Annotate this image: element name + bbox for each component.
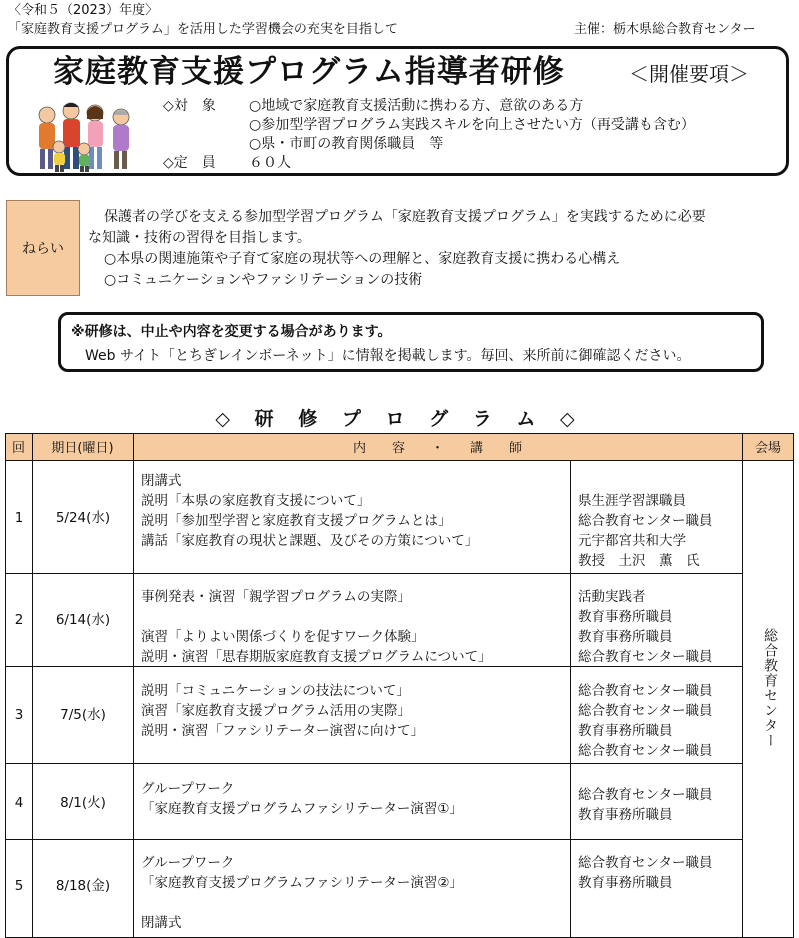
lecturer: 総合教育センター職員 [578,703,713,719]
content-line: 説明・演習「ファシリテーター演習に向けて」 [141,723,424,739]
aim-text: 保護者の学びを支える参加型学習プログラム「家庭教育支援プログラム」を実践するために必要 [104,209,706,225]
round-number: 3 [14,707,24,723]
content-line: 講話「家庭教育の現状と課題、及びその方策について」 [141,533,479,549]
aim-label: ねらい [6,200,80,296]
content-line: 演習「家庭教育支援プログラム活用の実際」 [141,703,411,719]
content-line: グループワーク [141,855,235,871]
table-header-rule [5,460,794,461]
lecturer: 教授 土沢 薫 氏 [578,553,700,569]
session-date: 6/14(水) [55,612,111,628]
capacity-value: ６０人 [249,155,291,171]
lecturer: 県生涯学習課職員 [578,493,686,509]
table-border [5,433,794,434]
page-title: 家庭教育支援プログラム指導者研修 [53,54,565,90]
grandfather-figure [39,107,55,169]
column-divider [742,433,743,938]
session-date: 7/5(水) [60,707,106,723]
session-date: 5/24(水) [55,510,111,526]
notice-text: Web サイト「とちぎレインボーネット」に情報を掲載します。毎回、来所前に御確認ください。 [85,348,691,364]
target-item: ○地域で家庭教育支援活動に携わる方、意欲のある方 [249,98,584,114]
column-divider [570,460,571,938]
lecturer: 総合教育センター職員 [578,683,713,699]
content-line: 閉講式 [141,473,182,489]
target-label: ◇対 象 [163,98,216,114]
lecturer: 教育事務所職員 [578,609,673,625]
lecturer: 教育事務所職員 [578,875,673,891]
round-number: 5 [14,878,24,894]
lecturer: 教育事務所職員 [578,723,673,739]
aim-text: な知識・技術の習得を目指します。 [88,230,311,246]
aim-point: ○本県の関連施策や子育て家庭の現状等への理解と、家庭教育支援に携わる心構え [104,251,621,267]
content-line: 「家庭教育支援プログラムファシリテーター演習②」 [141,875,463,891]
content-line: グループワーク [141,781,235,797]
fiscal-year: 〈令和５（2023）年度〉 [8,3,159,18]
row-divider [5,573,742,574]
child-figure [78,143,90,172]
content-line: 説明「本県の家庭教育支援について」 [141,493,371,509]
session-date: 8/1(火) [60,795,106,811]
content-line: 演習「よりよい関係づくりを促すワーク体験」 [141,629,425,645]
lecturer: 総合教育センター職員 [578,855,713,871]
content-line: 説明「コミュニケーションの技法について」 [141,683,410,699]
aim-point: ○コミュニケーションやファシリテーションの技術 [104,272,423,288]
notice-warning: ※研修は、中止や内容を変更する場合があります。 [71,324,392,340]
round-number: 2 [14,612,24,628]
lecturer: 総合教育センター職員 [578,513,713,529]
content-line: 説明「参加型学習と家庭教育支援プログラムとは」 [141,513,452,529]
column-header-date: 期日(曜日) [32,433,133,460]
column-header-round: 回 [5,433,32,460]
page-subtitle: ＜開催要項＞ [629,62,749,86]
lecturer: 教育事務所職員 [578,629,673,645]
capacity-label: ◇定 員 [163,155,216,171]
notice-box [58,312,764,372]
row-divider [5,763,742,764]
grandmother-figure [113,109,129,169]
session-date: 8/18(金) [55,878,111,894]
program-table [5,433,794,938]
column-header-content: 内 容 ・ 講 師 [133,433,742,460]
lecturer: 総合教育センター職員 [578,649,713,665]
content-line: 説明・演習「思春期版家庭教育支援プログラムについて」 [141,649,492,665]
lecturer: 活動実践者 [578,589,646,605]
table-border [793,433,794,938]
lecturer: 総合教育センター職員 [578,743,713,759]
lecturer: 元宇都宮共和大学 [578,533,686,549]
family-illustration [33,101,137,173]
tagline: 「家庭教育支援プログラム」を活用した学習機会の充実を目指して [8,22,398,37]
target-item: ○県・市町の教育関係職員 等 [249,136,444,152]
organizer: 主催：栃木県総合教育センター [574,22,756,37]
lecturer: 総合教育センター職員 [578,787,713,803]
content-line: 事例発表・演習「親学習プログラムの実際」 [141,589,411,605]
title-box [6,46,789,176]
lecturer: 教育事務所職員 [578,807,673,823]
child-figure [53,141,65,172]
row-divider [5,839,742,840]
round-number: 1 [14,510,24,526]
father-figure [63,103,80,169]
round-number: 4 [14,795,24,811]
content-line: 「家庭教育支援プログラムファシリテーター演習①」 [141,801,463,817]
venue-name: 総合教育センター [762,628,778,748]
target-item: ○参加型学習プログラム実践スキルを向上させたい方（再受講も含む） [249,117,695,133]
column-header-venue: 会場 [742,433,794,460]
program-heading: ◇ 研 修 プ ロ グ ラ ム ◇ [215,408,584,430]
content-line: 閉講式 [141,915,182,931]
